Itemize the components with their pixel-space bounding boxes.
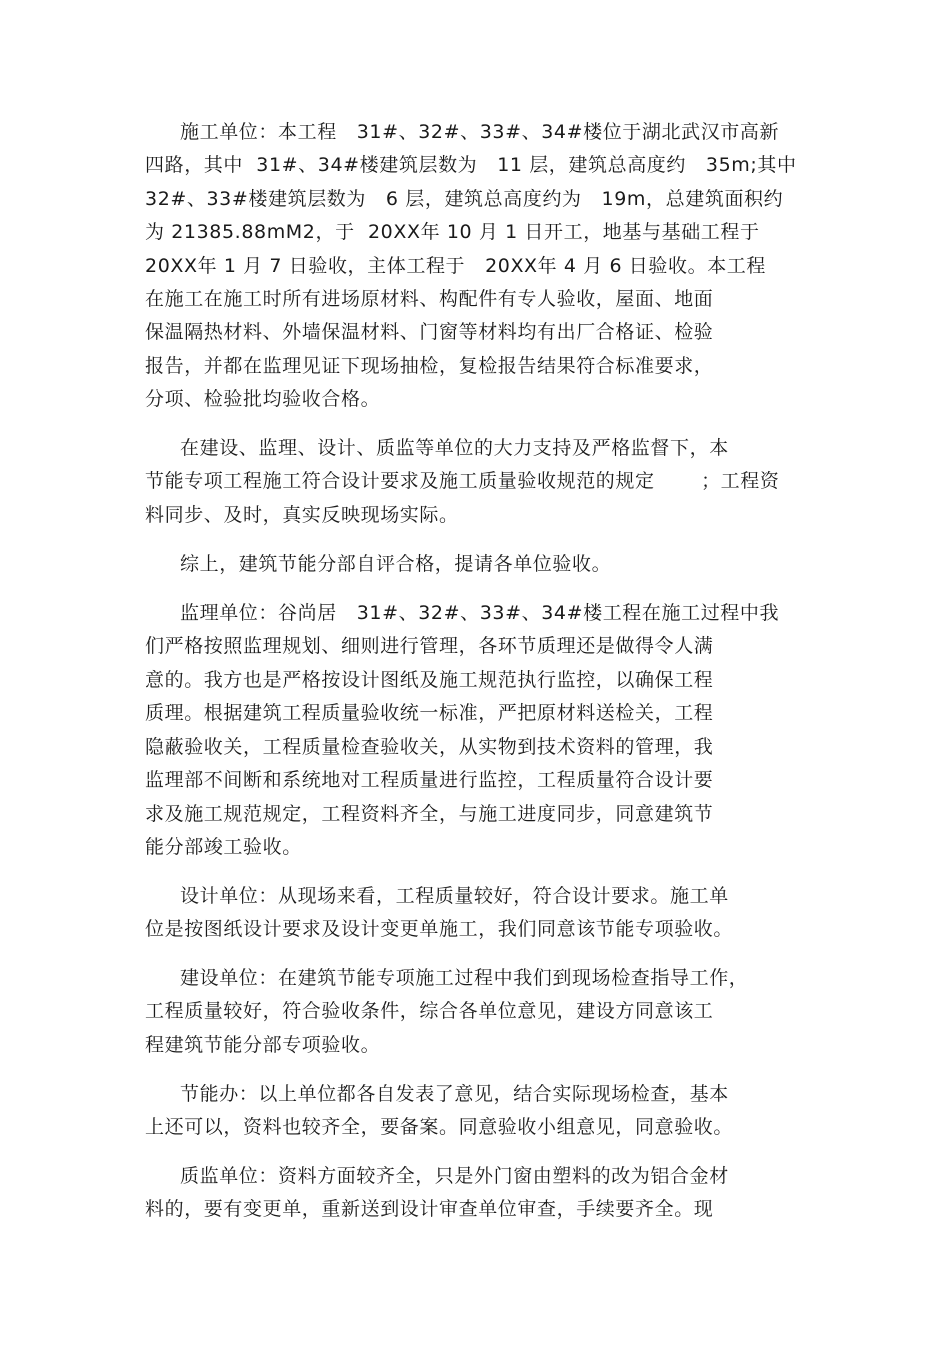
paragraph-line: 程建筑节能分部专项验收。 bbox=[145, 1034, 381, 1056]
paragraph-line: 报告，并都在监理见证下现场抽检，复检报告结果符合标准要求， bbox=[145, 355, 714, 377]
paragraph-line: 料同步、及时，真实反映现场实际。 bbox=[145, 504, 459, 526]
paragraph-line: 质监单位：资料方面较齐全，只是外门窗由塑料的改为铝合金材 bbox=[180, 1165, 729, 1187]
paragraph-line: 工程质量较好，符合验收条件，综合各单位意见，建设方同意该工 bbox=[145, 1000, 714, 1022]
paragraph-line: 节能专项工程施工符合设计要求及施工质量验收规范的规定 ；工程资 bbox=[145, 470, 780, 492]
paragraph-line: 们严格按照监理规划、细则进行管理，各环节质理还是做得令人满 bbox=[145, 635, 714, 657]
paragraph-line: 节能办：以上单位都各自发表了意见，结合实际现场检查，基本 bbox=[180, 1083, 729, 1105]
paragraph-line: 上还可以，资料也较齐全，要备案。同意验收小组意见，同意验收。 bbox=[145, 1116, 734, 1138]
paragraph-line: 施工单位：本工程 31#、32#、33#、34#楼位于湖北武汉市高新 bbox=[180, 121, 780, 143]
paragraph-line: 32#、33#楼建筑层数为 6 层，建筑总高度约为 19m，总建筑面积约 bbox=[145, 188, 784, 210]
paragraph-line: 设计单位：从现场来看，工程质量较好，符合设计要求。施工单 bbox=[180, 885, 729, 907]
paragraph-line: 监理单位：谷尚居 31#、32#、33#、34#楼工程在施工过程中我 bbox=[180, 602, 780, 624]
paragraph-line: 质理。根据建筑工程质量验收统一标准，严把原材料送检关，工程 bbox=[145, 702, 714, 724]
paragraph-line: 隐蔽验收关，工程质量检查验收关，从实物到技术资料的管理，我 bbox=[145, 736, 714, 758]
paragraph-line: 建设单位：在建筑节能专项施工过程中我们到现场检查指导工作， bbox=[180, 967, 749, 989]
paragraph-line: 20XX年 1 月 7 日验收，主体工程于 20XX年 4 月 6 日验收。本工程 bbox=[145, 255, 767, 277]
paragraph-line: 为 21385.88mM2，于 20XX年 10 月 1 日开工，地基与基础工程于 bbox=[145, 221, 760, 243]
paragraph-line: 位是按图纸设计要求及设计变更单施工，我们同意该节能专项验收。 bbox=[145, 918, 734, 940]
paragraph-line: 求及施工规范规定，工程资料齐全，与施工进度同步，同意建筑节 bbox=[145, 803, 714, 825]
paragraph-line: 监理部不间断和系统地对工程质量进行监控，工程质量符合设计要 bbox=[145, 769, 714, 791]
paragraph-line: 料的，要有变更单，重新送到设计审查单位审查，手续要齐全。现 bbox=[145, 1198, 714, 1220]
paragraph-line: 意的。我方也是严格按设计图纸及施工规范执行监控，以确保工程 bbox=[145, 669, 714, 691]
paragraph-line: 分项、检验批均验收合格。 bbox=[145, 388, 381, 410]
paragraph-line: 综上，建筑节能分部自评合格，提请各单位验收。 bbox=[180, 553, 612, 575]
paragraph-line: 保温隔热材料、外墙保温材料、门窗等材料均有出厂合格证、检验 bbox=[145, 321, 714, 343]
paragraph-line: 在建设、监理、设计、质监等单位的大力支持及严格监督下，本 bbox=[180, 437, 729, 459]
paragraph-line: 在施工在施工时所有进场原材料、构配件有专人验收，屋面、地面 bbox=[145, 288, 714, 310]
paragraph-line: 四路，其中 31#、34#楼建筑层数为 11 层，建筑总高度约 35m;其中 bbox=[145, 154, 797, 176]
paragraph-line: 能分部竣工验收。 bbox=[145, 836, 302, 858]
